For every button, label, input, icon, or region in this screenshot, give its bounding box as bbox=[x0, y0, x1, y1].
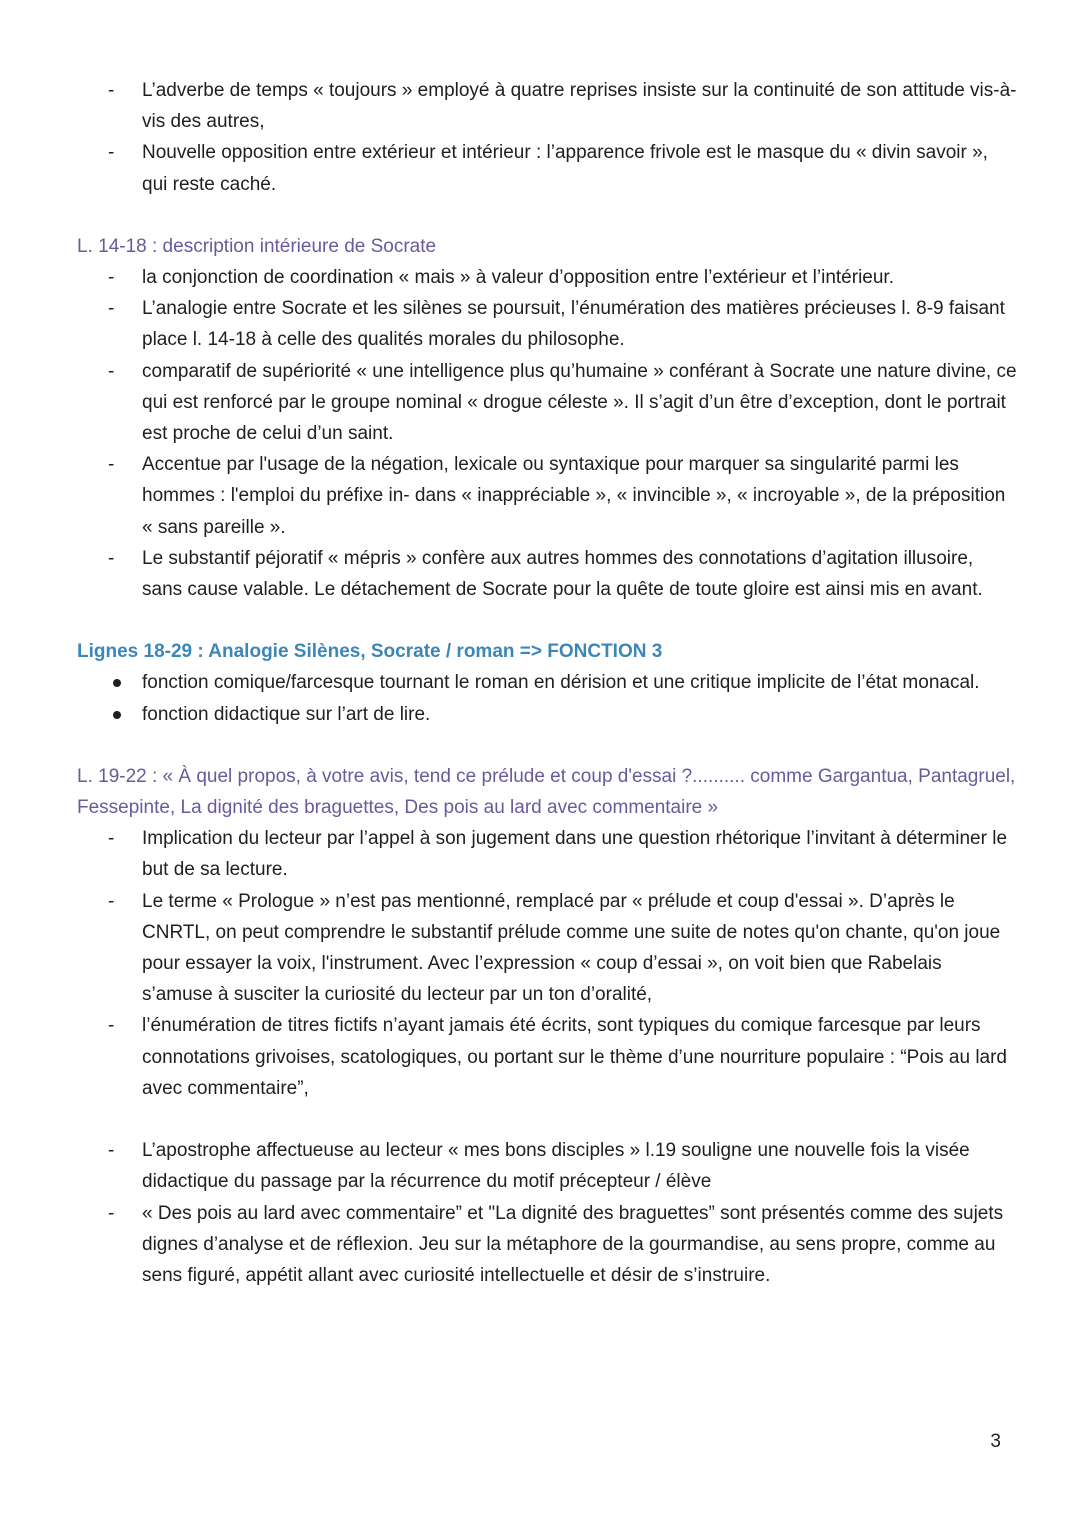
dash-bullet: - bbox=[108, 828, 115, 850]
item-text: fonction comique/farcesque tournant le roman en dérision et une critique implicite de l’état monacal. bbox=[142, 672, 980, 694]
spacer bbox=[77, 730, 1017, 761]
dash-bullet: - bbox=[108, 454, 115, 476]
list-item bbox=[77, 449, 1017, 543]
dash-bullet: - bbox=[108, 1015, 115, 1037]
dash-bullet: - bbox=[108, 360, 115, 382]
spacer bbox=[77, 200, 1017, 231]
item-text: L’analogie entre Socrate et les silènes se poursuit, l’énumération des matières précieuses l. 8-9 faisant place l. 14-18 à celle des qualités morales du philosophe. bbox=[142, 298, 1005, 351]
section-heading: Lignes 18-29 : Analogie Silènes, Socrate / roman => FONCTION 3 bbox=[77, 641, 663, 663]
item-text: Implication du lecteur par l’appel à son jugement dans une question rhétorique l’invitant à déterminer le but de sa lecture. bbox=[142, 828, 1008, 881]
dash-bullet: - bbox=[108, 80, 115, 101]
item-text: l’énumération de titres fictifs n’ayant jamais été écrits, sont typiques du comique farcesque par leurs connotations grivoises, scatologiques, ou portant sur le thème d’une nourriture populaire : “Pois au lard avec commentaire”, bbox=[142, 1015, 1008, 1099]
dash-bullet: - bbox=[108, 890, 115, 912]
list-item bbox=[77, 1010, 1017, 1104]
page-number: 3 bbox=[990, 1431, 1001, 1452]
item-text: Accentue par l'usage de la négation, lexicale ou syntaxique pour marquer sa singularité parmi les hommes : l'emploi du préfixe in- dans « inappréciable », « invincible », « incroyable », de la préposition « sans pareille ». bbox=[142, 454, 1006, 538]
item-text: comparatif de supériorité « une intelligence plus qu’humaine » conférant à Socrate une nature divine, ce qui est renforcé par le groupe nominal « drogue céleste ». Il s’agit d’un être d’exception, dont le portrait est proche de celui d’un saint. bbox=[142, 360, 1017, 445]
dash-bullet: - bbox=[108, 1140, 115, 1162]
item-text: Le terme « Prologue » n’est pas mentionné, remplacé par « prélude et coup d'essai ». D’après le CNRTL, on peut comprendre le substantif prélude comme une suite de notes qu'on chante, qu'on joue pour essayer la voix, l'instrument. Avec l’expression « coup d’essai », on voit bien que Rabelais s’amuse à susciter la curiosité du lecteur par un ton d’oralité, bbox=[142, 890, 1001, 1006]
list-item bbox=[77, 543, 1017, 605]
list-item bbox=[77, 667, 1017, 698]
list-item bbox=[77, 293, 1017, 355]
section-heading: L. 19-22 : « À quel propos, à votre avis, tend ce prélude et coup d'essai ?.......... comme Gargantua, Pantagruel, Fessepinte, La dignité des braguettes, Des pois au lard avec commentaire » bbox=[77, 765, 1016, 819]
list-item bbox=[77, 823, 1017, 885]
spacer bbox=[77, 605, 1017, 636]
list-item bbox=[77, 262, 1017, 293]
item-text: L’adverbe de temps « toujours » employé à quatre reprises insiste sur la continuité de son attitude vis-à-vis des autres, bbox=[142, 80, 1017, 133]
spacer bbox=[77, 1104, 1017, 1135]
item-text: Nouvelle opposition entre extérieur et intérieur : l’apparence frivole est le masque du « divin savoir », qui reste caché. bbox=[142, 142, 988, 195]
dash-bullet: - bbox=[108, 298, 115, 320]
dash-bullet: - bbox=[108, 142, 115, 164]
bullet-dot-icon bbox=[113, 679, 121, 687]
list-item bbox=[77, 1135, 1017, 1197]
bullet-dot-icon bbox=[113, 711, 121, 719]
list-item bbox=[77, 356, 1017, 450]
list-item bbox=[77, 699, 1017, 730]
dash-bullet: - bbox=[108, 1202, 115, 1224]
item-text: fonction didactique sur l’art de lire. bbox=[142, 703, 431, 725]
dash-bullet: - bbox=[108, 547, 115, 569]
list-item bbox=[77, 1198, 1017, 1292]
list-item bbox=[77, 886, 1017, 1011]
item-text: L’apostrophe affectueuse au lecteur « mes bons disciples » l.19 souligne une nouvelle fois la visée didactique du passage par la récurrence du motif précepteur / élève bbox=[142, 1140, 970, 1193]
item-text: Le substantif péjoratif « mépris » confère aux autres hommes des connotations d’agitation illusoire, sans cause valable. Le détachement de Socrate pour la quête de toute gloire est ainsi mis en avant. bbox=[142, 547, 983, 601]
dash-bullet: - bbox=[108, 267, 115, 289]
section-heading: L. 14-18 : description intérieure de Socrate bbox=[77, 235, 437, 257]
list-item bbox=[77, 137, 1017, 199]
item-text: la conjonction de coordination « mais » à valeur d’opposition entre l’extérieur et l’intérieur. bbox=[142, 267, 894, 289]
item-text: « Des pois au lard avec commentaire” et "La dignité des braguettes” sont présentés comme des sujets dignes d’analyse et de réflexion. Jeu sur la métaphore de la gourmandise, au sens propre, comme au sens figuré, appétit allant avec curiosité intellectuelle et désir de s’instruire. bbox=[142, 1202, 1004, 1286]
list-item bbox=[77, 75, 1017, 137]
document-body bbox=[77, 75, 1017, 1291]
